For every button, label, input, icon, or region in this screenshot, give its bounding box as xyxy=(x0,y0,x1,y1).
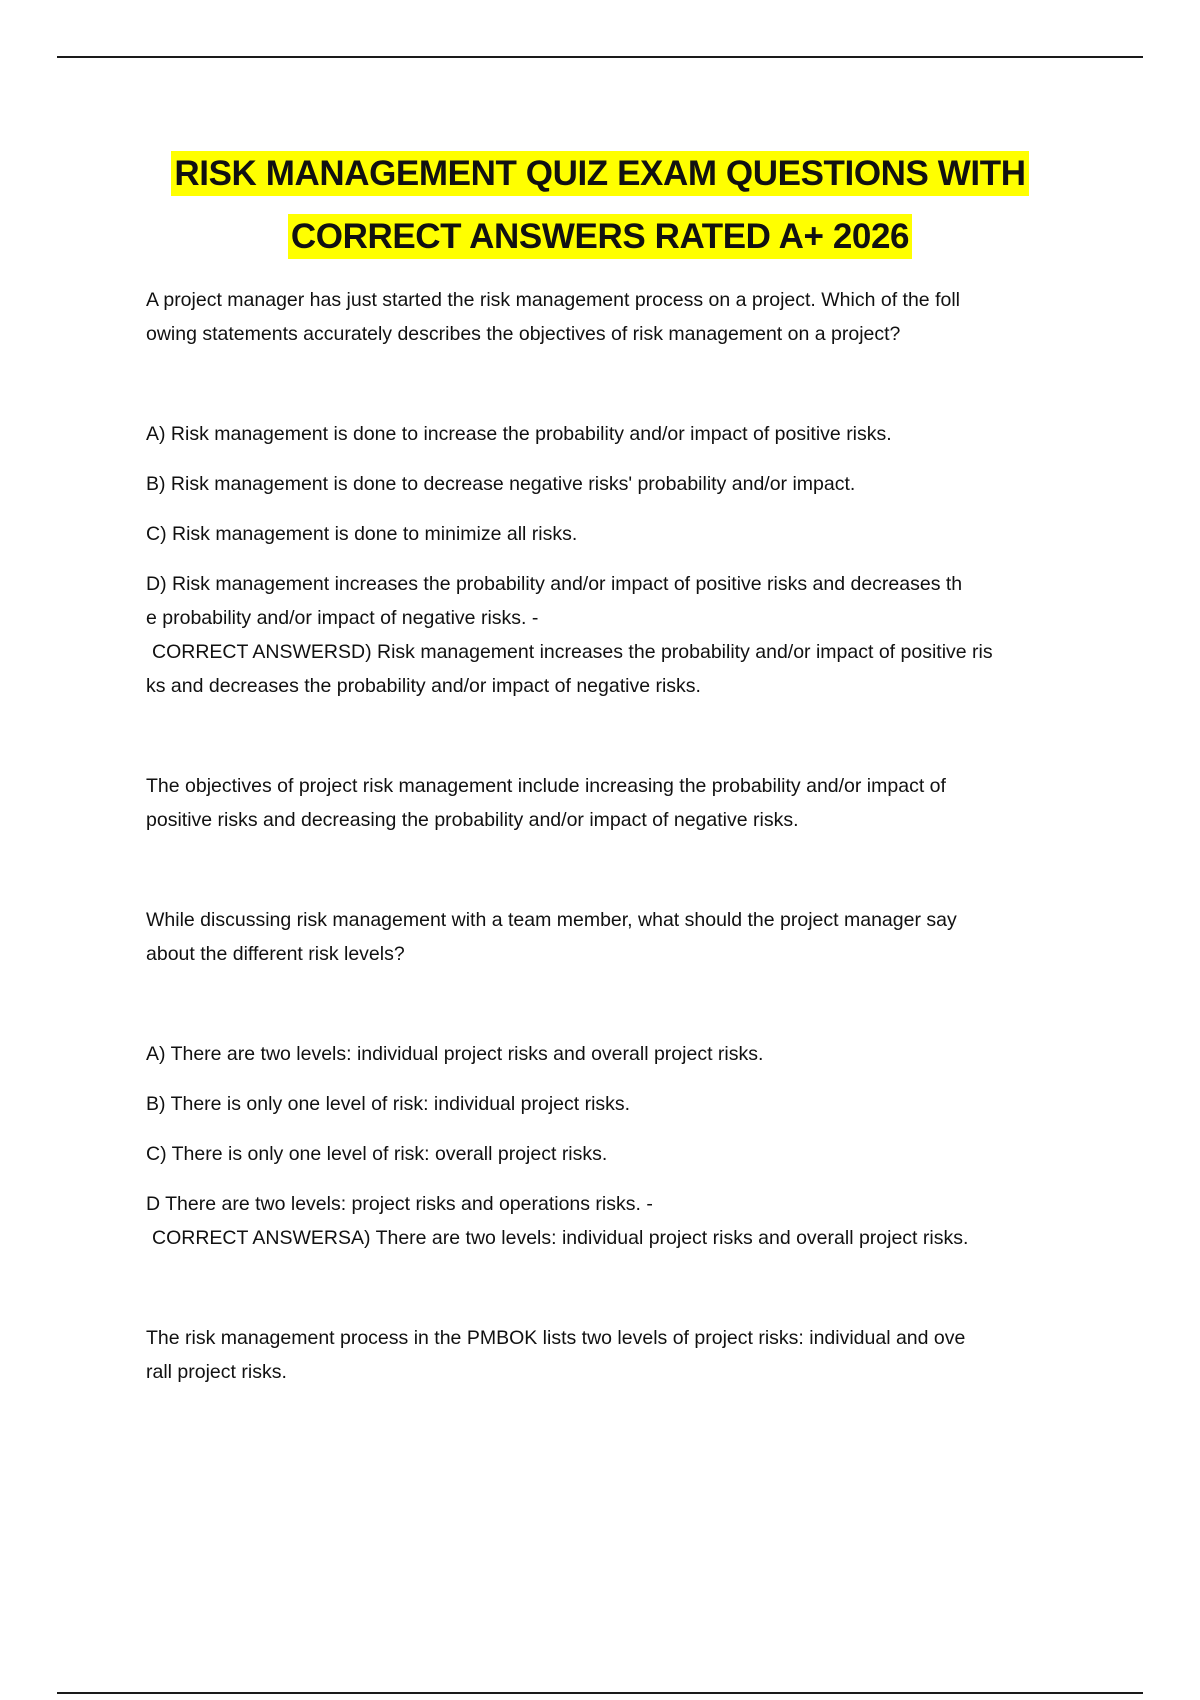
document-body xyxy=(146,283,1096,1389)
question-1-option-a: A) Risk management is done to increase the probability and/or impact of positive risks. xyxy=(146,423,892,445)
question-2-line-1: While discussing risk management with a team member, what should the project manager say xyxy=(146,909,957,931)
question-2-option-d xyxy=(146,1187,1096,1255)
question-2-explanation-line-2: rall project risks. xyxy=(146,1361,287,1383)
question-1-option-d xyxy=(146,567,1096,703)
question-1-explanation-line-2: positive risks and decreasing the probability and/or impact of negative risks. xyxy=(146,809,799,831)
question-2-option-d-line: D There are two levels: project risks and operations risks. - xyxy=(146,1193,653,1215)
question-1-line-1: A project manager has just started the risk management process on a project. Which of the foll xyxy=(146,289,960,311)
document-title xyxy=(100,142,1100,268)
question-2-line-2: about the different risk levels? xyxy=(146,943,405,965)
question-1-line-2: owing statements accurately describes the objectives of risk management on a project? xyxy=(146,323,901,345)
question-2-answer: CORRECT ANSWERSA) There are two levels: individual project risks and overall project risks. xyxy=(152,1227,969,1249)
question-1-answer-line-1: CORRECT ANSWERSD) Risk management increases the probability and/or impact of positive ris xyxy=(152,641,993,663)
question-2-option-b: B) There is only one level of risk: individual project risks. xyxy=(146,1093,631,1115)
question-2-text xyxy=(146,903,1096,971)
question-1-option-d-line-2: e probability and/or impact of negative risks. - xyxy=(146,607,539,629)
question-2-explanation xyxy=(146,1321,1096,1389)
question-1-explanation-line-1: The objectives of project risk management include increasing the probability and/or impact of xyxy=(146,775,946,797)
question-2-option-a: A) There are two levels: individual project risks and overall project risks. xyxy=(146,1043,764,1065)
question-1-explanation xyxy=(146,769,1096,837)
title-line-1: RISK MANAGEMENT QUIZ EXAM QUESTIONS WITH xyxy=(171,151,1028,196)
question-2-explanation-line-1: The risk management process in the PMBOK lists two levels of project risks: individual and ove xyxy=(146,1327,966,1349)
top-rule xyxy=(57,56,1143,58)
question-1-option-d-line-1: D) Risk management increases the probability and/or impact of positive risks and decreases th xyxy=(146,573,963,595)
question-2-option-c: C) There is only one level of risk: overall project risks. xyxy=(146,1143,608,1165)
title-line-2: CORRECT ANSWERS RATED A+ 2026 xyxy=(288,214,912,259)
bottom-rule xyxy=(57,1692,1143,1694)
question-1-option-c: C) Risk management is done to minimize all risks. xyxy=(146,523,578,545)
question-1-answer-line-2: ks and decreases the probability and/or impact of negative risks. xyxy=(146,675,701,697)
question-1-option-b: B) Risk management is done to decrease negative risks' probability and/or impact. xyxy=(146,473,856,495)
question-1-text xyxy=(146,283,1096,351)
